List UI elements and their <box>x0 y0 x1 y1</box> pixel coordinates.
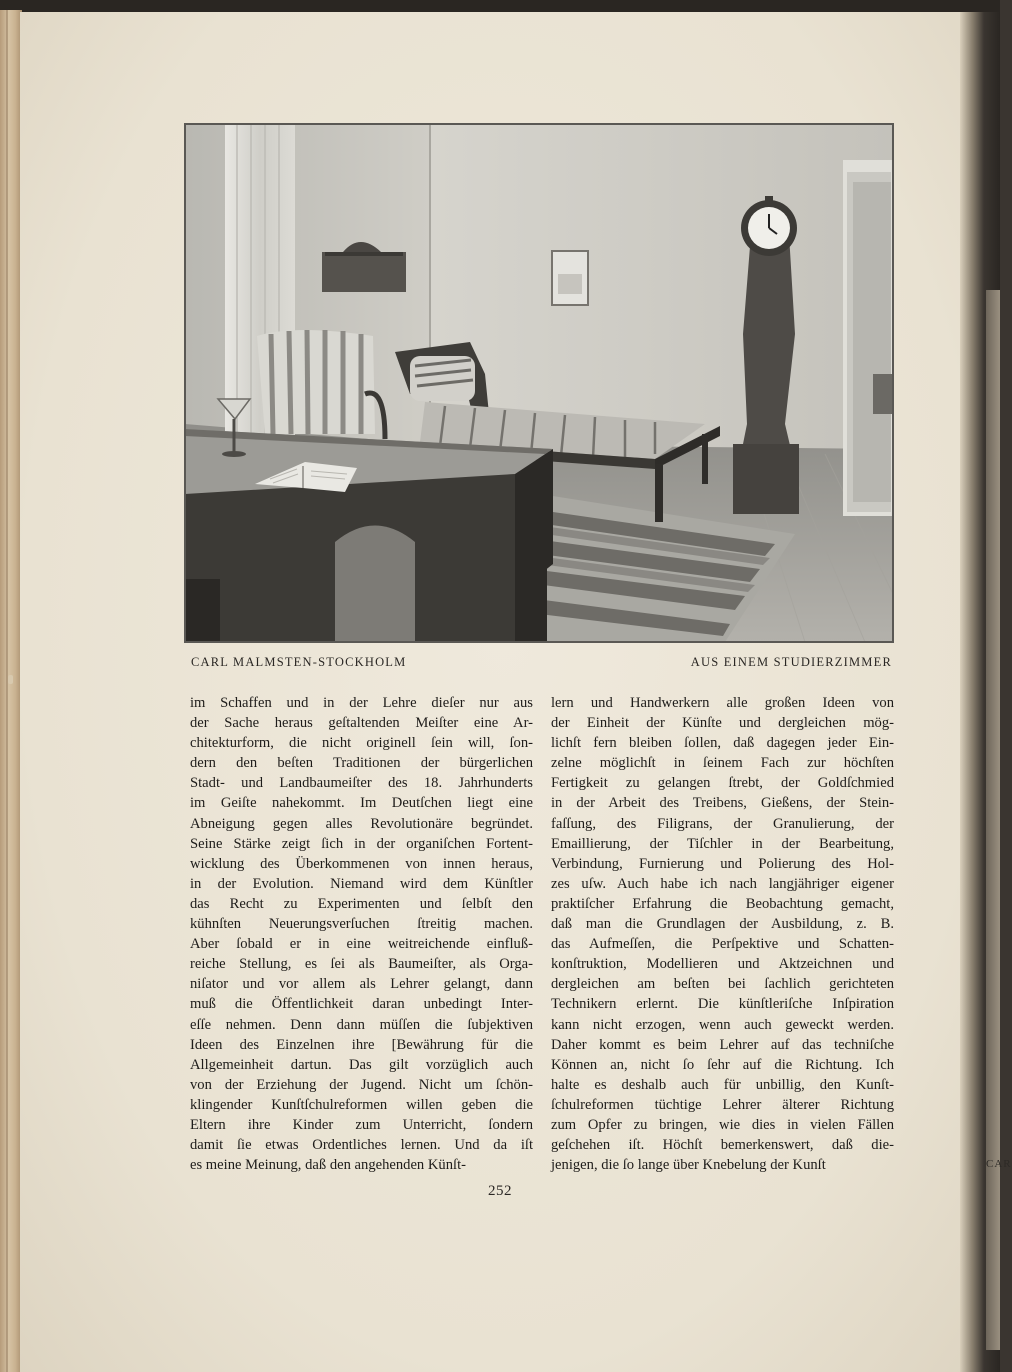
text-line: lichſt fern bleiben ſollen, daß dagegen jeder Ein- <box>551 735 894 752</box>
text-line: chitekturform, die nicht originell ſein will, ſon- <box>190 735 533 752</box>
photo-caption-title: AUS EINEM STUDIERZIMMER <box>690 655 892 669</box>
text-line: daß man die Grundlagen der Ausbildung, z. B. <box>551 916 894 933</box>
text-line: dern den beſten Traditionen der bürgerlichen <box>190 755 533 772</box>
text-line: klingender Kunſtſchulreformen willen geben die <box>190 1096 533 1113</box>
text-line: kann nicht erzogen, wenn auch geweckt werden. <box>551 1016 894 1033</box>
text-line: Fertigkeit zu gelangen ſtrebt, der Goldſchmied <box>551 775 894 792</box>
text-line: Aber ſobald er in eine weitreichende einfluß- <box>190 936 533 953</box>
text-line: praktiſcher Erfahrung die Beobachtung gemacht, <box>551 895 894 912</box>
text-line: der Einheit der Künſte und dergleichen mög- <box>551 715 894 732</box>
text-line: in der Evolution. Niemand wird dem Künſtler <box>190 875 533 892</box>
text-line: der Sache heraus geſtaltenden Meiſter eine Ar- <box>190 715 533 732</box>
text-column-left <box>190 693 533 1175</box>
text-line: zelne möglichſt in ſeinem Fach zur höchſten <box>551 755 894 772</box>
text-line: ſchulreformen tüchtige Lehrer älterer Richtung <box>551 1096 894 1113</box>
text-line: niſator und vor allem als Lehrer gelangt, dann <box>190 976 533 993</box>
text-line: Ideen des Einzelnen ihre [Bewährung für die <box>190 1036 533 1053</box>
text-line: im Geiſte nahekommt. Im Deutſchen liegt eine <box>190 795 533 812</box>
text-line: Eltern ihre Kinder zum Unterricht, ſondern <box>190 1116 533 1133</box>
text-line: muß die Öffentlichkeit daran unbedingt Inter- <box>190 996 533 1013</box>
room-photograph-icon <box>185 124 893 642</box>
text-line: Seine Stärke zeigt ſich in der organiſchen Fortent- <box>190 835 533 852</box>
text-line: halte es deshalb auch für unbillig, den Kunſt- <box>551 1076 894 1093</box>
text-line: reiche Stellung, es ſei als Baumeiſter, als Orga- <box>190 956 533 973</box>
text-line: kühnſten Neuerungsverſuchen ſtreitig machen. <box>190 916 533 933</box>
text-line: faſſung, des Filigrans, der Granulierung, der <box>551 815 894 832</box>
text-line: lern und Handwerkern alle großen Ideen von <box>551 695 894 711</box>
text-line: jenigen, die ſo lange über Knebelung der Kunſt <box>551 1157 826 1174</box>
next-page-peek-text: CAR <box>986 1158 1012 1170</box>
room-photograph <box>185 124 893 642</box>
text-line: es meine Meinung, daß den angehenden Künſt- <box>190 1157 466 1174</box>
text-line: Emaillierung, der Tiſchler in der Bearbeitung, <box>551 835 894 852</box>
text-line: Technikern erlernt. Die künſtleriſche Inſpiration <box>551 996 894 1013</box>
text-line: im Schaffen und in der Lehre dieſer nur aus <box>190 695 533 711</box>
text-line: Verbindung, Furnierung und Polierung des Hol- <box>551 855 894 872</box>
text-line: Können an, nicht ſo ſehr auf die Richtung. Ich <box>551 1056 894 1073</box>
text-line: das Aufmeſſen, die Perſpektive und Schatten- <box>551 936 894 953</box>
text-line: geſchehen iſt. Höchſt bemerkenswert, daß die- <box>551 1137 894 1154</box>
book-spine-edge <box>0 10 22 1372</box>
text-line: das Recht zu Experimenten und ſelbſt den <box>190 895 533 912</box>
text-column-right <box>551 693 894 1175</box>
photo-caption-artist: CARL MALMSTEN-STOCKHOLM <box>191 655 407 669</box>
text-line: Stadt- und Landbaumeiſter des 18. Jahrhunderts <box>190 775 533 792</box>
text-line: Daher kommt es beim Lehrer auf das techniſche <box>551 1036 894 1053</box>
text-line: eſſe nehmen. Denn dann müſſen die ſubjektiven <box>190 1016 533 1033</box>
text-line: wicklung des Überkommenen von innen heraus, <box>190 855 533 872</box>
text-line: Abneigung gegen alles Revolutionäre begründet. <box>190 815 533 832</box>
text-line: konſtruktion, Modellieren und Aktzeichnen und <box>551 956 894 973</box>
text-line: zes uſw. Auch habe ich nach langjähriger eigener <box>551 875 894 892</box>
text-line: Allgemeinheit dartun. Das gilt vorzüglich auch <box>190 1056 533 1073</box>
text-line: damit ſie etwas Ordentliches lernen. Und da iſt <box>190 1137 533 1154</box>
text-line: in der Arbeit des Treibens, Gießens, der Stein- <box>551 795 894 812</box>
page-edge-mark <box>8 675 13 684</box>
text-line: dergleichen am beſten bei ſachlich gerichteten <box>551 976 894 993</box>
text-line: von der Erziehung der Jugend. Nicht um ſchön- <box>190 1076 533 1093</box>
page-number: 252 <box>488 1183 512 1199</box>
text-line: zum Opfer zu bringen, wie dies in vielen Fällen <box>551 1116 894 1133</box>
